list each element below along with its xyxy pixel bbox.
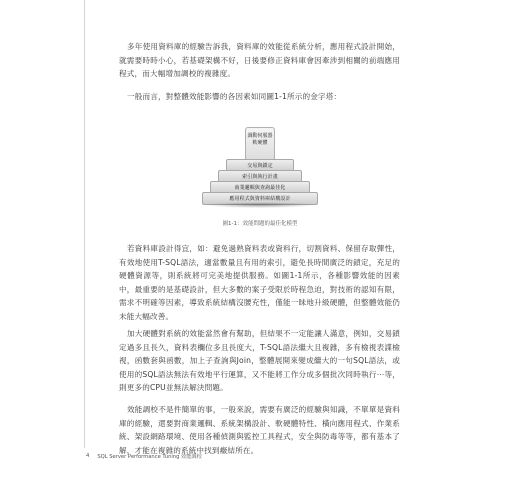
paragraph-figure-reference: 一般而言，對整體效能影響的各因素如同圖1-1所示的金字塔： (127, 92, 342, 101)
paragraph-design: 若資料庫設計得宜，如：避免過熟資料表或資料行，切割資料、保留存取彈性，有效地使用T-SQL語法，適當數量且有用的索引，避免長時間廣泛的鎖定，充足的硬體資源等，則系統將可完美地提供服務。如圖1-1所示，各種影響效能的因素中，最重要的是基礎設計，但大多數的案子受限於時程急迫，對技術的認知有限，需求不明確等因素，導致系統結構沒腰充性，僅能一昧地升級硬體，但整體效能仍未能大幅改善。 (119, 244, 400, 321)
pyramid-layer-2: 索引與執行計畫 (218, 170, 302, 183)
paragraph-intro: 多年使用資料庫的經驗告訴我，資料庫的效能從系統分析，應用程式設計開始，就需要時時小心，若基礎架構不好，日後要修正資料庫會因牽涉到相關的前端應用程式，而大幅增加調校的複雜度。 (119, 42, 400, 79)
pyramid-top-label-1: 調動伺服器 (247, 133, 273, 139)
figure-caption: 圖1-1：效能問題的最佳化模型 (222, 221, 298, 227)
paragraph-tuning: 效能調校不是件簡單的事，一般來說，需要有廣泛的經驗與知識，不單單是資料庫的經驗，還要對商業邏輯、系統架構設計、軟硬體特性、橫向應用程式、作業系統、架設網路環境、使用各種偵測與監控工具程式，安全與防毒等等，都有基本了解，才能在複雜的系統中找到癥結所在。 (119, 405, 400, 455)
pyramid-layer-4: 應用程式與資料庫結構設計 (202, 192, 318, 205)
paragraph-hardware: 加大硬體對系統的效能當然會有幫助，但結果不一定能讓人滿意，例如，交易鎖定過多且長久，資料表欄位多且長度大，T-SQL語法繼大且複雜，多有檢視表諜檢視，函數套與函數，加上子查詢與Join，整體展開來變成繼大的一句SQL語法，或使用的SQL語法無法有效地平行運算，又不能將工作分成多個批次同時執行⋯等，則更多的CPU並無法解決問題。 (119, 329, 400, 393)
page-number: 4 (86, 453, 90, 459)
pyramid-shadow (204, 202, 316, 208)
page-margin-rule (84, 0, 85, 448)
pyramid-figure (196, 118, 324, 210)
pyramid-layer-3: 商業邏輯與查詢最佳化 (210, 181, 310, 194)
page-footer (86, 451, 202, 461)
pyramid-layer-1: 交易與鎖定 (226, 159, 294, 172)
pyramid-top-label-2: 軟硬體 (252, 139, 268, 146)
book-title: SQL Server Performance Tuning 效能調校 (97, 453, 202, 460)
